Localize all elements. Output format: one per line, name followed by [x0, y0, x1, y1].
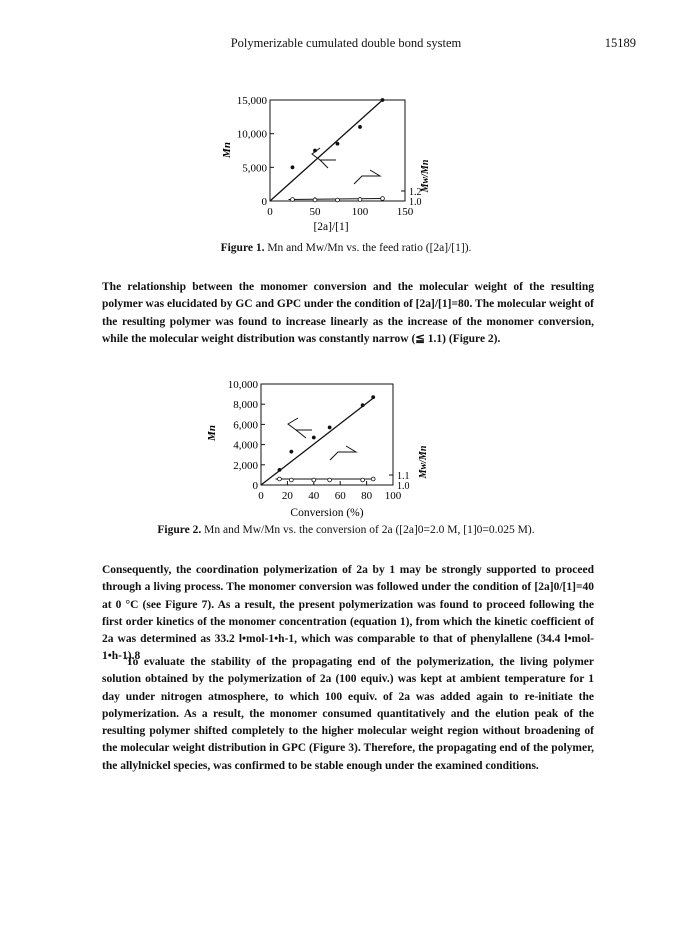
fig2-mn-point: [371, 395, 375, 399]
fig1-ytick-label: 15,000: [236, 95, 267, 107]
fig1-xtick-label: 50: [309, 206, 321, 218]
fig2-pdi-point: [361, 478, 365, 482]
fig2-mn-point: [312, 436, 316, 440]
fig2-mn-point: [289, 450, 293, 454]
fig2-xtick-label: 60: [334, 490, 346, 502]
fig2-y2tick-label: 1.1: [397, 471, 410, 482]
fig1-xtick-label: 100: [351, 206, 369, 218]
fig2-ytick-label: 8,000: [233, 399, 258, 412]
fig2-ytick-label: 2,000: [233, 459, 258, 472]
running-title: Polymerizable cumulated double bond system: [230, 36, 462, 50]
figure-2-caption-label: Figure 2.: [157, 524, 202, 536]
fig1-ytick-label: 0: [261, 196, 267, 208]
fig2-xtick-label: 0: [258, 490, 264, 502]
fig2-mn-point: [361, 403, 365, 407]
figure-2-xlabel: Conversion (%): [290, 507, 364, 519]
fig2-y2tick-label: 1.0: [397, 481, 410, 492]
fig2-pdi-point: [312, 478, 316, 482]
fig2-mn-fit-line: [261, 398, 373, 485]
figure-2-caption-text: Mn and Mw/Mn vs. the conversion of 2a ([2a]0=2.0 M, [1]0=0.025 M).: [204, 524, 535, 536]
paragraph-1: The relationship between the monomer conversion and the molecular weight of the resulting polymer was elucidated by GC and GPC under the condition of [2a]/[1]=80. The molecular weight of the resulting polymer was found to increase linearly as the increase of the monomer conversion, while the molecular weight distribution was constantly narrow (≦ 1.1) (Figure 2).: [102, 281, 594, 345]
fig2-mn-point: [278, 468, 282, 472]
figure-1-caption-label: Figure 1.: [220, 242, 265, 254]
fig1-y2tick-label: 1.0: [409, 197, 422, 208]
fig1-xtick-label: 150: [396, 206, 414, 218]
fig1-ytick-label: 10,000: [236, 128, 267, 141]
fig2-ytick-label: 4,000: [233, 439, 258, 452]
fig2-pdi-point: [328, 478, 332, 482]
figure-2-ylabel: Mn: [206, 425, 218, 441]
fig2-xtick-label: 20: [281, 490, 293, 502]
figure-2-mn-arrow: [288, 418, 312, 438]
figure-2-caption: [0, 524, 692, 536]
page-number: 15189: [604, 36, 636, 50]
fig2-pdi-point: [278, 477, 282, 481]
figure-1-y2label: Mw/Mn: [420, 159, 431, 193]
figure-1-caption-text: Mn and Mw/Mn vs. the feed ratio ([2a]/[1]).: [267, 242, 472, 254]
fig1-y2tick-label: 1.2: [409, 187, 422, 198]
fig1-xtick-label: 0: [267, 206, 273, 218]
figure-2-pdi-arrow: [330, 446, 356, 460]
figure-2-y2label: Mw/Mn: [418, 445, 429, 479]
paragraph-3: To evaluate the stability of the propagating end of the polymerization, the living polymer solution obtained by the polymerization of 2a (100 equiv.) was kept at ambient temperature for 1 day under nitrogen atmosphere, to which 100 equiv. of 2a was added again to re-initiate the polymerization. As a result, the monomer consumed quantitatively and the elution peak of the resulting polymer shifted completely to the higher molecular weight region without broadening of the molecular weight distribution in GPC (Figure 3). Therefore, the propagating end of the polymer, the allylnickel species, was confirmed to be stable enough under the examined conditions.: [102, 656, 594, 772]
fig2-xtick-label: 80: [361, 490, 373, 502]
fig2-ytick-label: 6,000: [233, 419, 258, 432]
figure-1-xlabel: [2a]/[1]: [313, 221, 349, 233]
fig2-mn-point: [328, 426, 332, 430]
figure-2-arrows: [288, 418, 356, 460]
fig1-ytick-label: 5,000: [242, 162, 267, 175]
fig2-pdi-point: [371, 477, 375, 481]
fig2-xtick-label: 40: [308, 490, 320, 502]
figure-1-ylabel: Mn: [221, 142, 233, 158]
fig2-ytick-label: 0: [252, 480, 258, 492]
fig2-pdi-point: [289, 478, 293, 482]
paragraph-2: Consequently, the coordination polymerization of 2a by 1 may be strongly supported to proceed through a living process. The monomer conversion was followed under the condition of [2a]0/[1]=40 at 0 °C (see Figure 7). As a result, the present polymerization was found to proceed following the first order kinetics of the monomer concentration (equation 1), from which the kinetic coefficient of 2a was determined as 33.2 l•mol-1•h-1, which was comparable to that of phenylallene (34.4 l•mol-1•h-1).8: [102, 564, 594, 663]
fig2-xtick-label: 100: [384, 490, 402, 502]
fig2-ytick-label: 10,000: [227, 379, 258, 391]
